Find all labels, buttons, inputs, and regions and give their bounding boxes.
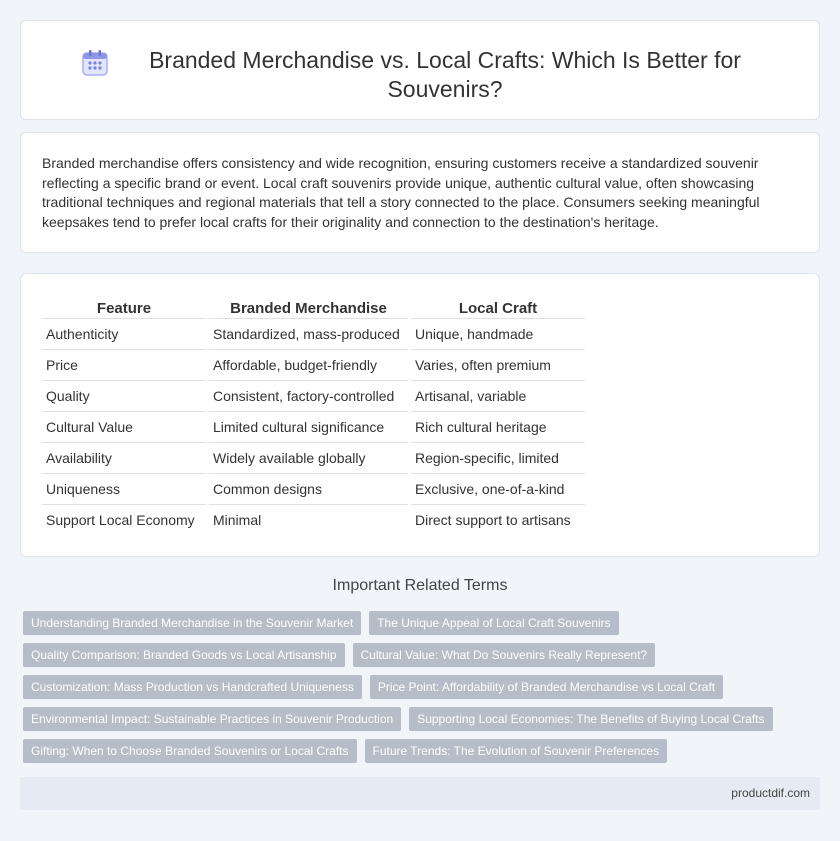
related-term-tag[interactable]: Quality Comparison: Branded Goods vs Local Artisanship <box>23 643 345 667</box>
related-term-tag[interactable]: Gifting: When to Choose Branded Souvenirs or Local Crafts <box>23 739 357 763</box>
related-term-tag[interactable]: Cultural Value: What Do Souvenirs Really Represent? <box>353 643 656 667</box>
table-row <box>42 318 585 349</box>
table-cell: Limited cultural significance <box>209 411 408 442</box>
column-header-branded: Branded Merchandise <box>230 299 387 317</box>
intro-card <box>20 132 820 253</box>
related-terms-section <box>20 577 820 771</box>
title-row <box>21 21 819 104</box>
table-cell: Affordable, budget-friendly <box>209 349 408 380</box>
table-cell: Authenticity <box>42 318 206 349</box>
table-cell: Rich cultural heritage <box>411 411 585 442</box>
related-term-tag[interactable]: Price Point: Affordability of Branded Merchandise vs Local Craft <box>370 675 723 699</box>
table-row <box>42 411 585 442</box>
related-terms-list <box>20 611 820 771</box>
table-cell: Exclusive, one-of-a-kind <box>411 473 585 504</box>
related-term-tag[interactable]: Customization: Mass Production vs Handcrafted Uniqueness <box>23 675 362 699</box>
title-card <box>20 20 820 120</box>
table-row <box>42 442 585 473</box>
table-cell: Quality <box>42 380 206 411</box>
footer-site-link[interactable]: productdif.com <box>731 786 810 800</box>
table-cell: Unique, handmade <box>411 318 585 349</box>
page-title: Branded Merchandise vs. Local Crafts: Which Is Better for Souvenirs? <box>149 47 741 102</box>
related-term-tag[interactable]: The Unique Appeal of Local Craft Souvenirs <box>369 611 618 635</box>
table-cell: Cultural Value <box>42 411 206 442</box>
related-term-tag[interactable]: Understanding Branded Merchandise in the Souvenir Market <box>23 611 361 635</box>
comparison-table <box>39 296 588 535</box>
table-cell: Varies, often premium <box>411 349 585 380</box>
table-header-row <box>42 296 585 318</box>
related-term-tag[interactable]: Environmental Impact: Sustainable Practices in Souvenir Production <box>23 707 401 731</box>
table-row <box>42 380 585 411</box>
comparison-table-card <box>20 273 820 557</box>
column-header-feature: Feature <box>96 299 152 317</box>
table-cell: Direct support to artisans <box>411 504 585 535</box>
footer <box>20 777 820 810</box>
table-cell: Support Local Economy <box>42 504 206 535</box>
table-cell: Widely available globally <box>209 442 408 473</box>
intro-paragraph: Branded merchandise offers consistency and wide recognition, ensuring customers receive a standardized souvenir reflecting a specific brand or event. Local craft souvenirs provide unique, authentic cultural value, often showcasing traditional techniques and regional materials that tell a story connected to the place. Consumers seeking meaningful keepsakes tend to prefer local crafts for their originality and connection to the destination's heritage. <box>42 155 760 230</box>
column-header-local: Local Craft <box>458 299 538 317</box>
table-cell: Region-specific, limited <box>411 442 585 473</box>
table-cell: Availability <box>42 442 206 473</box>
table-cell: Artisanal, variable <box>411 380 585 411</box>
related-terms-heading: Important Related Terms <box>332 577 508 594</box>
table-cell: Common designs <box>209 473 408 504</box>
related-term-tag[interactable]: Future Trends: The Evolution of Souvenir Preferences <box>365 739 668 763</box>
related-term-tag[interactable]: Supporting Local Economies: The Benefits of Buying Local Crafts <box>409 707 772 731</box>
table-cell: Minimal <box>209 504 408 535</box>
table-cell: Price <box>42 349 206 380</box>
table-cell: Standardized, mass-produced <box>209 318 408 349</box>
calendar-icon <box>80 48 110 78</box>
table-row <box>42 504 585 535</box>
table-cell: Consistent, factory-controlled <box>209 380 408 411</box>
table-cell: Uniqueness <box>42 473 206 504</box>
table-row <box>42 349 585 380</box>
table-row <box>42 473 585 504</box>
